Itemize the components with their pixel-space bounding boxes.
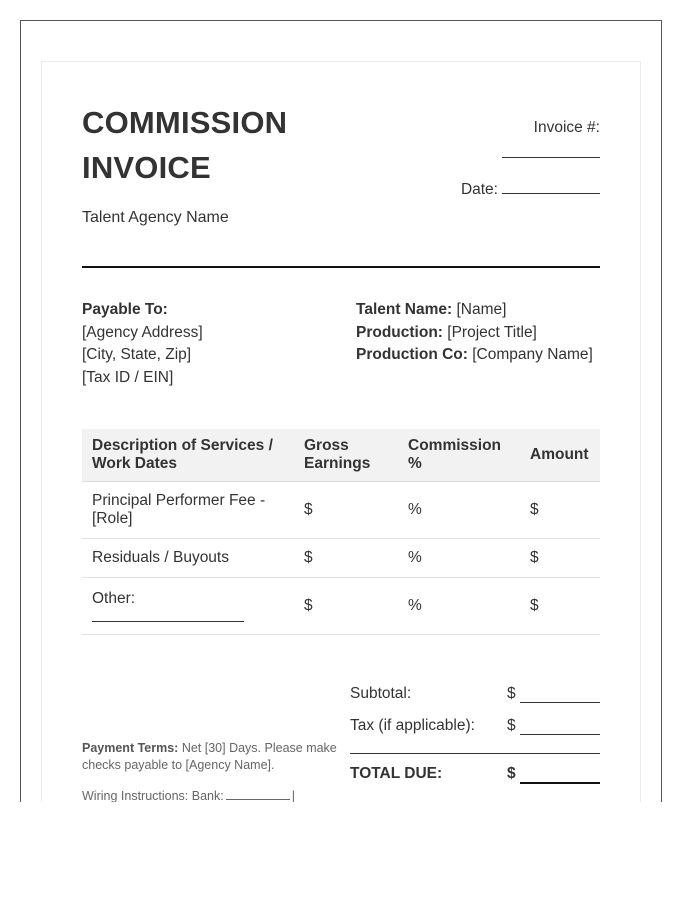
- table-header-row: [82, 429, 600, 482]
- row-amount[interactable]: $: [520, 578, 600, 635]
- production-label: Production:: [356, 323, 443, 341]
- row-gross[interactable]: $: [294, 578, 398, 635]
- payment-terms-text-2: checks payable to [Agency Name].: [82, 758, 275, 772]
- title-line-2: INVOICE: [82, 150, 211, 185]
- production-row: [356, 322, 593, 345]
- table-row: [82, 539, 600, 578]
- talent-name-label: Talent Name:: [356, 301, 453, 318]
- agency-address: [Agency Address]: [82, 323, 203, 341]
- tax-currency: $: [507, 717, 516, 734]
- production-value: [Project Title]: [447, 323, 537, 341]
- services-table: [82, 429, 600, 635]
- row-description: Residuals / Buyouts: [82, 539, 294, 578]
- header-gross-earnings: Gross Earnings: [294, 429, 398, 482]
- title-line-1: COMMISSION: [82, 105, 288, 140]
- wiring-separator: |: [291, 789, 295, 802]
- invoice-paper: [41, 61, 641, 802]
- invoice-number-label: Invoice #:: [533, 119, 600, 136]
- row-commission[interactable]: %: [398, 482, 520, 539]
- total-due-field[interactable]: [520, 782, 600, 784]
- total-currency: $: [507, 765, 516, 782]
- payment-terms: [82, 740, 337, 774]
- subtotal-field[interactable]: [520, 702, 600, 703]
- invoice-number-field[interactable]: [502, 157, 600, 158]
- wiring-instructions: [82, 789, 295, 802]
- row-description-other: [82, 578, 294, 635]
- payable-to-label: Payable To:: [82, 301, 168, 318]
- agency-city-state-zip: [City, State, Zip]: [82, 346, 192, 363]
- table-row: [82, 482, 600, 539]
- header-commission: Commission %: [398, 429, 520, 482]
- date-field[interactable]: [502, 180, 600, 194]
- row-gross[interactable]: $: [294, 539, 398, 578]
- total-due-label: TOTAL DUE:: [350, 765, 443, 782]
- header-amount: Amount: [520, 429, 600, 482]
- row-amount[interactable]: $: [520, 539, 600, 578]
- talent-name-row: [356, 299, 593, 322]
- invoice-title: [82, 100, 287, 190]
- subtotal-label: Subtotal:: [350, 685, 412, 702]
- payable-to-block: [82, 299, 203, 389]
- production-co-row: [356, 344, 593, 367]
- talent-name-value: [Name]: [456, 301, 507, 318]
- agency-name: Talent Agency Name: [82, 209, 229, 226]
- other-description-field[interactable]: [92, 608, 244, 622]
- subtotal-currency: $: [507, 685, 516, 702]
- tax-field[interactable]: [520, 734, 600, 735]
- date-field-row: [461, 180, 600, 199]
- document-frame: [20, 20, 662, 802]
- date-label: Date:: [460, 181, 498, 198]
- row-description: Principal Performer Fee - [Role]: [82, 482, 294, 539]
- tax-label: Tax (if applicable):: [350, 717, 475, 734]
- other-label: Other:: [92, 590, 136, 607]
- payment-terms-text-1: Net [30] Days. Please make: [181, 741, 337, 755]
- row-amount[interactable]: $: [520, 482, 600, 539]
- summary-divider: [350, 753, 600, 754]
- talent-info-block: [356, 299, 593, 367]
- row-commission[interactable]: %: [398, 578, 520, 635]
- production-co-label: Production Co:: [356, 346, 468, 363]
- row-commission[interactable]: %: [398, 539, 520, 578]
- bank-field[interactable]: [226, 789, 290, 800]
- header-description: Description of Services / Work Dates: [82, 429, 294, 482]
- header-divider: [82, 266, 600, 268]
- agency-tax-id: [Tax ID / EIN]: [82, 368, 174, 386]
- row-gross[interactable]: $: [294, 482, 398, 539]
- wiring-text: Wiring Instructions: Bank:: [82, 789, 224, 802]
- table-row: [82, 578, 600, 635]
- production-co-value: [Company Name]: [472, 346, 593, 363]
- payment-terms-label: Payment Terms:: [82, 741, 179, 755]
